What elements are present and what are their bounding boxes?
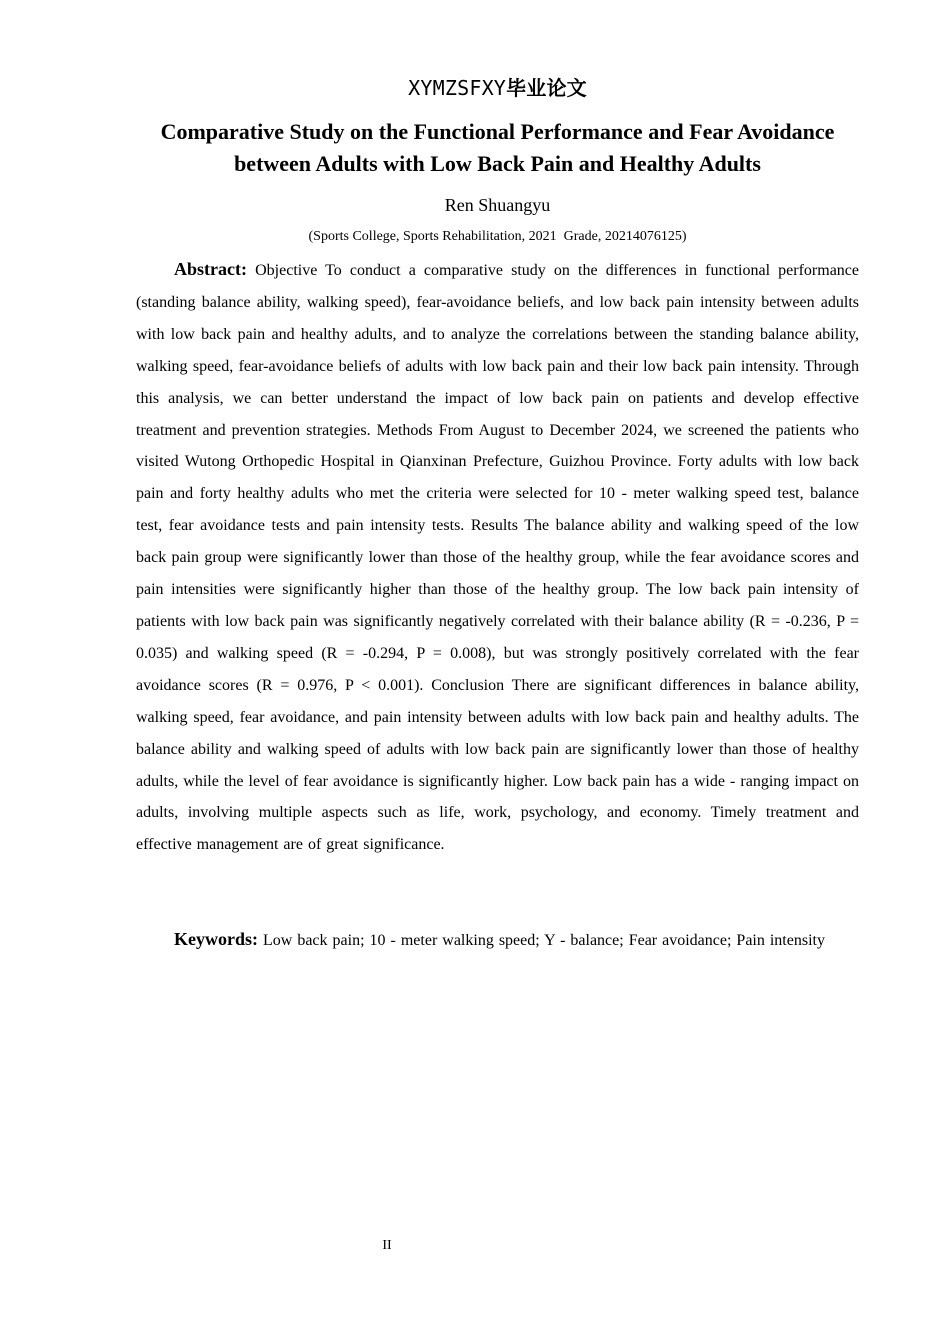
keywords-label: Keywords:: [174, 929, 258, 949]
page-number: II: [382, 1238, 392, 1253]
author-name: Ren Shuangyu: [444, 195, 551, 215]
abstract-label: Abstract:: [174, 259, 247, 279]
running-header: [136, 74, 859, 102]
abstract-text: Objective To conduct a comparative study on the differences in functional performance (standing balance ability, walking speed), fear-avoidance beliefs, and low back pain intensity between adults with low back pain and healthy adults, and to analyze the correlations between the standing balance ability, walking speed, fear-avoidance beliefs of adults with low back pain and their low back pain intensity. Through this analysis, we can better understand the impact of low back pain on patients and develop effective treatment and prevention strategies. Methods From August to December 2024, we screened the patients who visited Wutong Orthopedic Hospital in Qianxinan Prefecture, Guizhou Province. Forty adults with low back pain and forty healthy adults who met the criteria were selected for 10 - meter walking speed test, balance test, fear avoidance tests and pain intensity tests. Results The balance ability and walking speed of the low back pain group were significantly lower than those of the healthy group, while the fear avoidance scores and pain intensities were significantly higher than those of the healthy group. The low back pain intensity of patients with low back pain was significantly negatively correlated with their balance ability (R = -0.236, P = 0.035) and walking speed (R = -0.294, P = 0.008), but was strongly positively correlated with the fear avoidance scores (R = 0.976, P < 0.001). Conclusion There are significant differences in balance ability, walking speed, fear avoidance, and pain intensity between adults with low back pain and healthy adults. The balance ability and walking speed of adults with low back pain are significantly lower than those of healthy adults, while the level of fear avoidance is significantly higher. Low back pain has a wide - ranging impact on adults, involving multiple aspects such as life, work, psychology, and economy. Timely treatment and effective management are of great significance.: [136, 262, 859, 854]
author-affiliation: (Sports College, Sports Rehabilitation, 2021 Grade, 20214076125): [308, 229, 687, 244]
keywords-text: Low back pain; 10 - meter walking speed; Y - balance; Fear avoidance; Pain intensity: [263, 932, 825, 949]
abstract-paragraph: [136, 254, 859, 861]
paper-title: Comparative Study on the Functional Performance and Fear Avoidance between Adults with Low Back Pain and Healthy Adults: [160, 119, 835, 176]
header-label: 毕业论文: [506, 76, 587, 100]
header-code: XYMZSFXY: [408, 76, 507, 100]
keywords-paragraph: [136, 924, 859, 957]
